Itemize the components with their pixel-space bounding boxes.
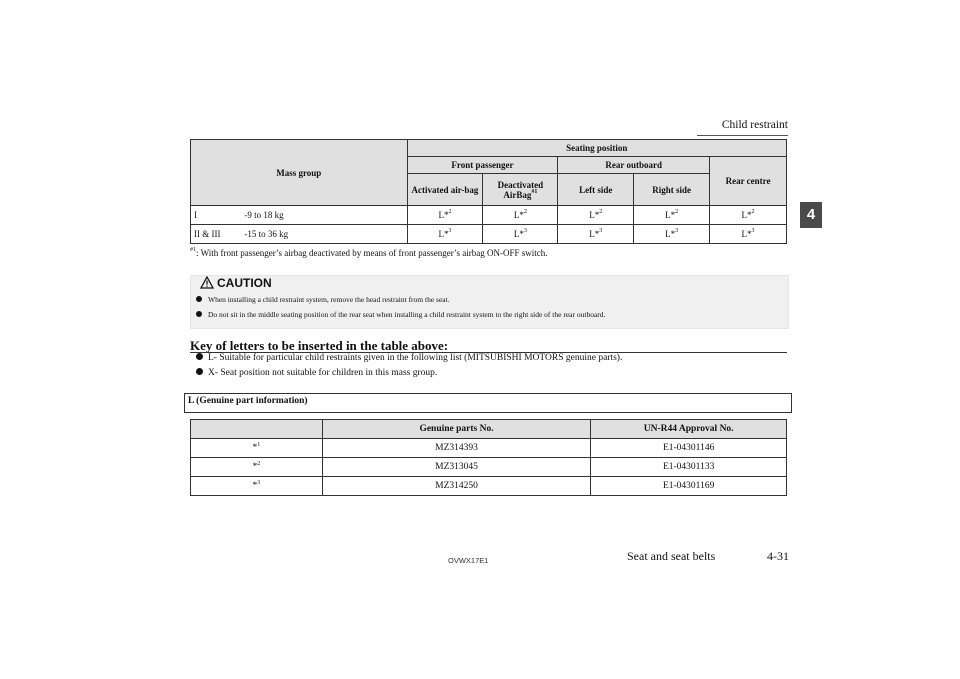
mass-group-header: Mass group <box>191 140 408 206</box>
bullet-icon <box>196 296 202 302</box>
part-no-column-header: Genuine parts No. <box>322 420 591 439</box>
footnote-text: : With front passenger’s airbag deactivated by means of front passenger’s airbag ON-OFF switch. <box>196 248 548 258</box>
front-passenger-header: Front passenger <box>407 157 558 174</box>
chapter-tab: 4 <box>800 202 822 228</box>
table-row <box>191 477 787 496</box>
right-side-header: Right side <box>634 174 710 206</box>
mark-column-header <box>191 420 323 439</box>
approval-no-cell: E1-04301146 <box>591 439 787 458</box>
rear-outboard-header: Rear outboard <box>558 157 710 174</box>
seat-cell: L*$^3$ <box>407 225 483 244</box>
key-item: L- Suitable for particular child restraints given in the following list (MITSUBISHI MOTORS genuine parts). <box>196 353 622 363</box>
seating-position-table <box>190 139 787 244</box>
page-number: 4-31 <box>767 549 789 563</box>
table-row <box>191 225 787 244</box>
genuine-part-info-label: L (Genuine part information) <box>188 396 308 406</box>
warning-triangle-icon <box>200 276 214 289</box>
mark-cell: *$^2$ <box>191 458 323 477</box>
header-rule <box>697 135 788 136</box>
mark-cell: *$^1$ <box>191 439 323 458</box>
bullet-icon <box>196 368 203 375</box>
mass-group-cell: I <box>191 206 242 225</box>
mass-group-cell: II & III <box>191 225 242 244</box>
rear-centre-header: Rear centre <box>710 157 787 206</box>
part-no-cell: MZ313045 <box>322 458 591 477</box>
approval-no-column-header: UN-R44 Approval No. <box>591 420 787 439</box>
running-header-title: Child restraint <box>721 119 788 131</box>
seat-cell: L*$^3$ <box>710 225 787 244</box>
part-no-cell: MZ314393 <box>322 439 591 458</box>
mark-cell: *$^3$ <box>191 477 323 496</box>
deactivated-airbag-header <box>483 174 558 206</box>
seat-cell: L*$^3$ <box>634 225 710 244</box>
bullet-icon <box>196 353 203 360</box>
seat-cell: L*$^2$ <box>710 206 787 225</box>
key-heading: Key of letters to be inserted in the table above: <box>190 338 449 353</box>
mass-range-cell: -15 to 36 kg <box>241 225 407 244</box>
deactivated-airbag-label: Deactivated AirBag <box>497 179 544 200</box>
seat-cell: L*$^2$ <box>634 206 710 225</box>
deactivated-airbag-sup: #1 <box>531 188 538 195</box>
seat-cell: L*$^3$ <box>483 225 558 244</box>
seat-cell: L*$^2$ <box>407 206 483 225</box>
table-row <box>191 439 787 458</box>
seating-position-header: Seating position <box>407 140 786 157</box>
caution-heading <box>200 276 272 290</box>
caution-item: When installing a child restraint system, remove the head restraint from the seat. <box>196 295 450 304</box>
airbag-footnote <box>190 248 548 258</box>
part-no-cell: MZ314250 <box>322 477 591 496</box>
document-code: OVWX17E1 <box>448 556 489 565</box>
caution-title: CAUTION <box>217 276 272 290</box>
bullet-icon <box>196 311 202 317</box>
table-row <box>191 458 787 477</box>
seat-cell: L*$^2$ <box>483 206 558 225</box>
key-item: X- Seat position not suitable for children in this mass group. <box>196 368 437 378</box>
seat-cell: L*$^3$ <box>558 225 634 244</box>
section-title: Seat and seat belts <box>627 549 716 563</box>
seat-cell: L*$^2$ <box>558 206 634 225</box>
mass-range-cell: -9 to 18 kg <box>241 206 407 225</box>
footnote-sup: #1 <box>190 247 196 253</box>
left-side-header: Left side <box>558 174 634 206</box>
approval-no-cell: E1-04301169 <box>591 477 787 496</box>
approval-no-cell: E1-04301133 <box>591 458 787 477</box>
genuine-parts-table <box>190 419 787 496</box>
activated-airbag-header: Activated air-bag <box>407 174 483 206</box>
caution-item: Do not sit in the middle seating position of the rear seat when installing a child restraint system to the right side of the rear outboard. <box>196 310 605 319</box>
table-row <box>191 206 787 225</box>
